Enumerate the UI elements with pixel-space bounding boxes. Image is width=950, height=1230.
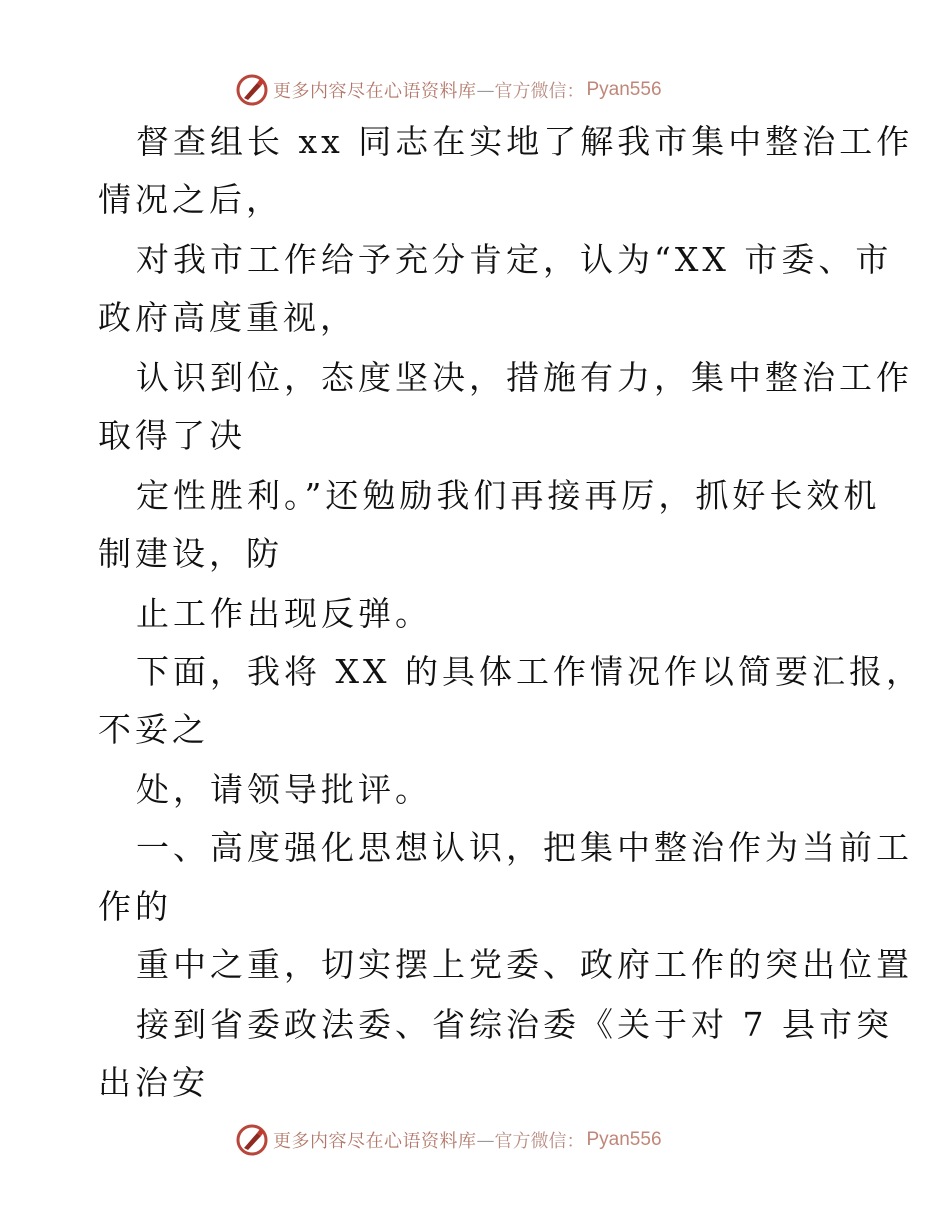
watermark-text: 更多内容尽在心语资料库 xyxy=(273,81,477,102)
body-line: 止工作出现反弹。 xyxy=(136,594,432,633)
body-line: 定性胜利。”还勉励我们再接再厉，抓好长效机 xyxy=(136,476,881,515)
body-line: 认识到位，态度坚决，措施有力，集中整治工作 xyxy=(136,358,913,397)
body-line: 制建设，防 xyxy=(98,534,283,573)
body-line: 对我市工作给予充分肯定，认为“XX 市委、市 xyxy=(136,240,893,279)
body-line: 出治安 xyxy=(98,1063,209,1102)
watermark-text: 更多内容尽在心语资料库 xyxy=(273,1131,477,1152)
body-line: 督查组长 xx 同志在实地了解我市集中整治工作 xyxy=(136,122,914,161)
wechat-label: 官方微信： xyxy=(494,81,585,102)
header-watermark xyxy=(0,70,950,110)
body-line: 下面，我将 XX 的具体工作情况作以简要汇报， xyxy=(136,652,923,691)
body-line: 重中之重，切实摆上党委、政府工作的突出位置 xyxy=(136,945,913,984)
pen-logo-icon xyxy=(235,1123,269,1157)
body-line: 不妥之 xyxy=(98,710,209,749)
body-line: 取得了决 xyxy=(98,416,246,455)
body-line: 情况之后， xyxy=(98,180,283,219)
wechat-label: 官方微信： xyxy=(494,1131,585,1152)
body-line: 作的 xyxy=(98,887,172,926)
body-line: 处，请领导批评。 xyxy=(136,770,432,809)
body-line: 接到省委政法委、省综治委《关于对 7 县市突 xyxy=(136,1005,893,1044)
body-line: 政府高度重视， xyxy=(98,298,357,337)
footer-watermark xyxy=(0,1120,950,1160)
body-line: 一、高度强化思想认识，把集中整治作为当前工 xyxy=(136,828,913,867)
watermark-separator: — xyxy=(476,1129,495,1151)
wechat-id: Pyan556 xyxy=(586,1129,662,1150)
watermark-separator: — xyxy=(476,79,495,101)
pen-logo-icon xyxy=(235,73,269,107)
wechat-id: Pyan556 xyxy=(586,79,662,100)
